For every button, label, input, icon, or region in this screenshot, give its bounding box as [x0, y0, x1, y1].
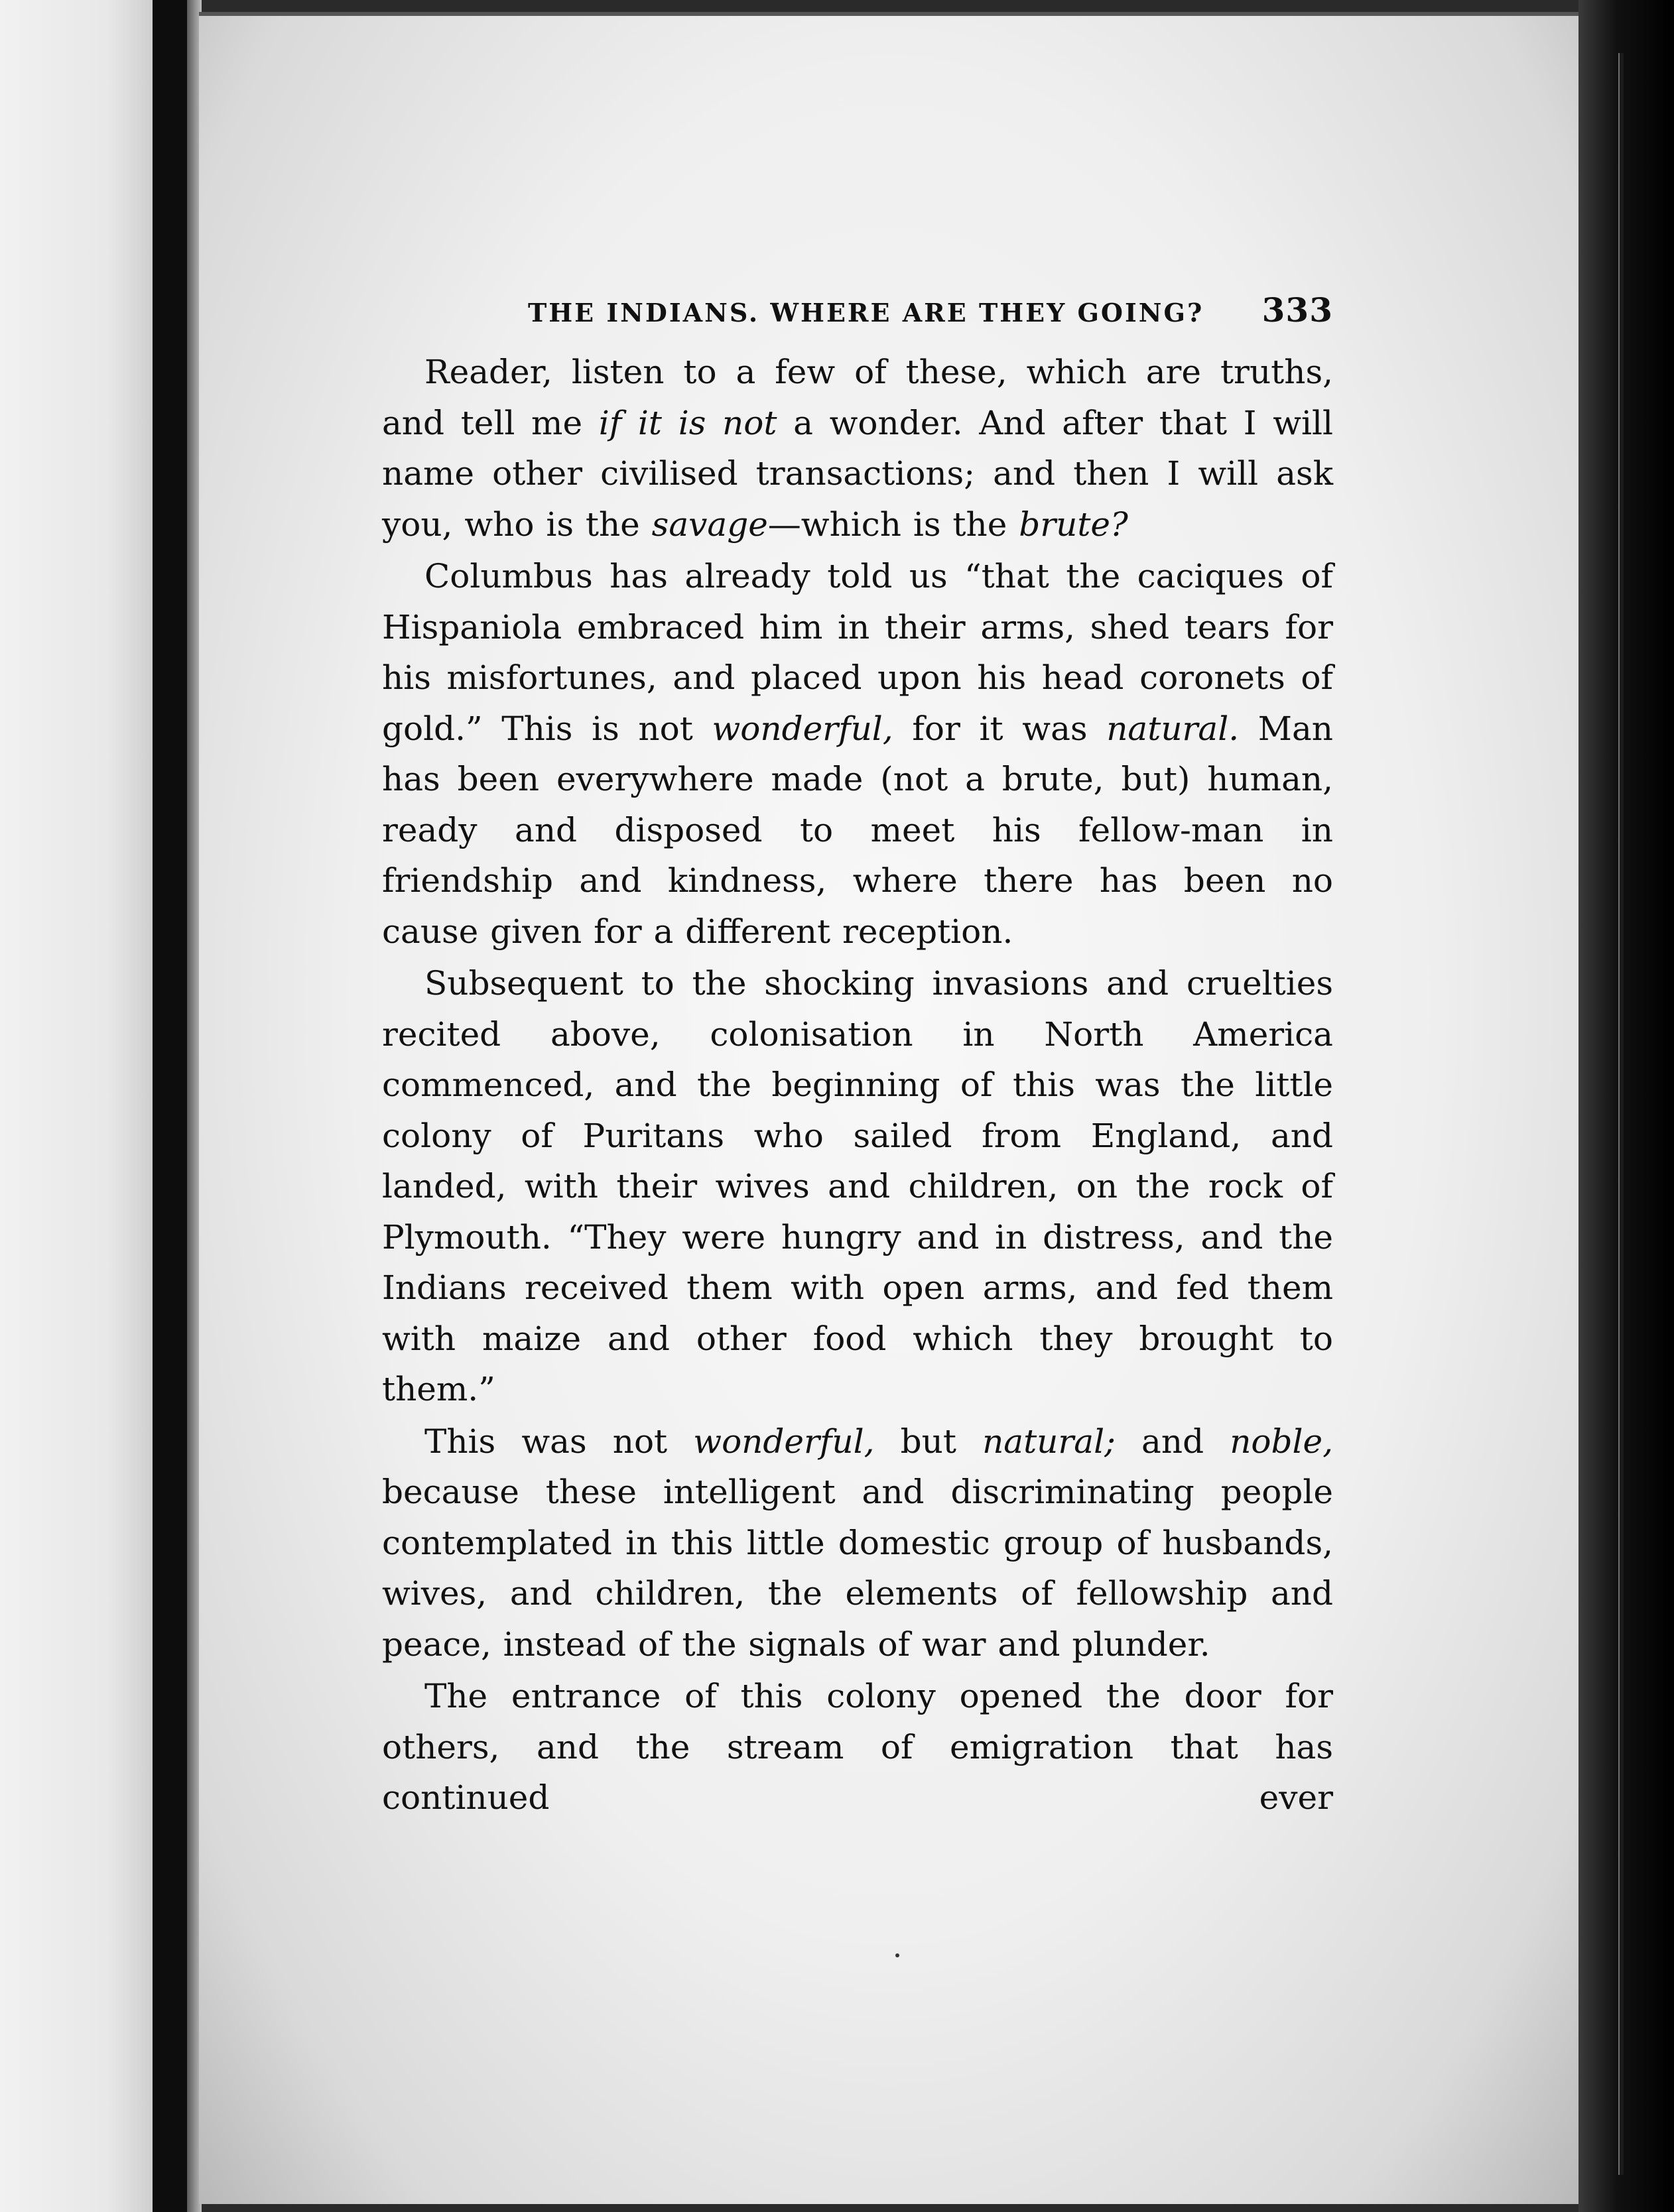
text-segment: Reader, listen to a few of these, which are truths, and tell me: [382, 353, 1333, 442]
text-segment: Subsequent to the shocking invasions and cruelties recited above, colonisation in North America commenced, and the beginning of this was the little colony of Puritans who sailed from England, and landed, with their wives and children, on the rock of Plymouth. “They were hungry and in distress, and the Indians received them with open arms, and fed them with maize and other food which they brought to them.”: [382, 964, 1333, 1408]
running-title: THE INDIANS. WHERE ARE THEY GOING?: [528, 298, 1204, 328]
italic-segment: if it is not: [598, 403, 777, 442]
text-segment: Man has been everywhere made (not a brute, but) human, ready and disposed to meet his fellow-man in friendship and kindness, where there has been no cause given for a different reception.: [382, 709, 1333, 951]
paragraph-1: [382, 347, 1333, 550]
paragraph-3: [382, 958, 1333, 1415]
text-segment: and: [1115, 1422, 1230, 1461]
text-segment: but: [874, 1422, 983, 1461]
running-head: [382, 290, 1333, 330]
text-segment: The entrance of this colony opened the door for others, and the stream of emigration that has continued ever: [382, 1677, 1333, 1817]
page-text: [382, 290, 1333, 1825]
text-segment: for it was: [893, 709, 1107, 748]
italic-segment: wonderful,: [712, 709, 893, 748]
facing-page-edge: [0, 0, 153, 2212]
italic-segment: natural.: [1106, 709, 1240, 748]
text-segment: because these intelligent and discriminating people contemplated in this little domestic group of husbands, wives, and children, the elements of fellowship and peace, instead of the signals of war and plunder.: [382, 1473, 1333, 1664]
italic-segment: brute?: [1019, 505, 1128, 544]
text-segment: This was not: [424, 1422, 694, 1461]
text-segment: a wonder. And after that I will name other civilised transactions; and then I will ask you, who is the: [382, 403, 1333, 544]
italic-segment: savage: [651, 505, 768, 544]
page-number: 333: [1261, 290, 1333, 330]
ink-speck: [895, 1953, 899, 1957]
binding-gutter: [153, 0, 187, 2212]
text-segment: Columbus has already told us “that the caciques of Hispaniola embraced him in their arms, shed tears for his misfortunes, and placed upon his head coronets of gold.” This is not: [382, 557, 1333, 748]
paragraph-4: [382, 1416, 1333, 1670]
paragraph-5: [382, 1671, 1333, 1823]
right-edge-line: [1618, 53, 1624, 2175]
paragraph-2: [382, 551, 1333, 957]
italic-segment: natural;: [982, 1422, 1116, 1461]
right-page-edge: [1578, 0, 1674, 2212]
italic-segment: noble,: [1230, 1422, 1334, 1461]
italic-segment: wonderful,: [693, 1422, 875, 1461]
text-segment: —which is the: [767, 505, 1019, 544]
